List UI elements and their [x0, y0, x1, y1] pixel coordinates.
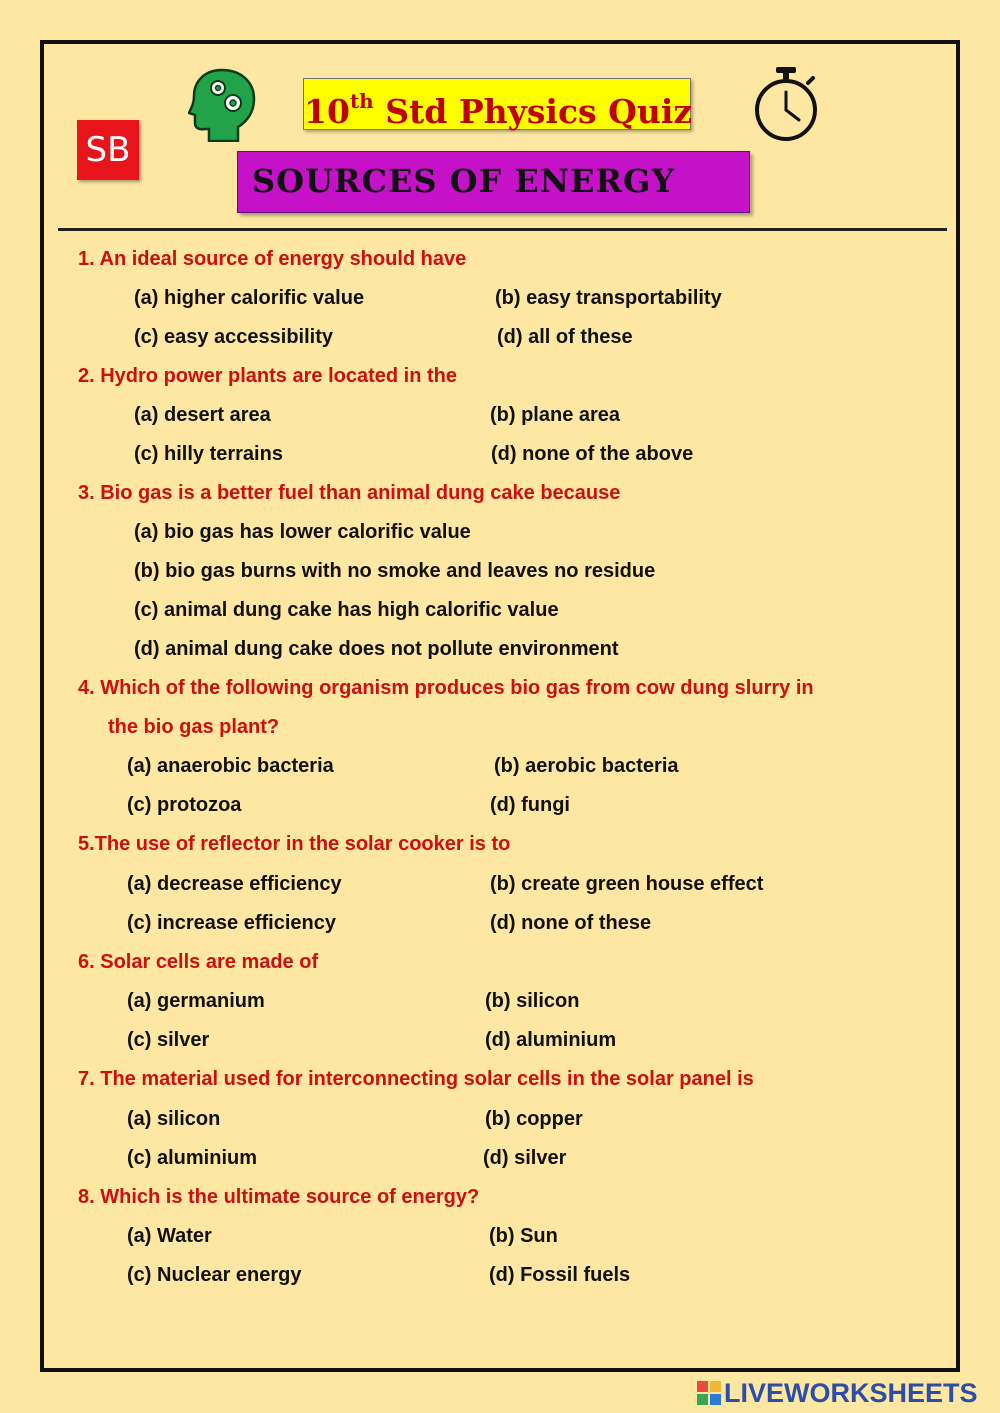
option-1c[interactable]: (c) easy accessibility [134, 326, 334, 348]
brand-name: LIVEWORKSHEETS [724, 1377, 978, 1408]
sb-logo: SB [77, 120, 139, 180]
option-8c[interactable]: (c) Nuclear energy [127, 1264, 302, 1286]
question-5: 5.The use of reflector in the solar cooker is to [78, 833, 511, 855]
option-2b[interactable]: (b) plane area [490, 404, 621, 426]
option-6a[interactable]: (a) germanium [127, 990, 265, 1012]
option-2c[interactable]: (c) hilly terrains [134, 443, 283, 465]
option-1a[interactable]: (a) higher calorific value [134, 287, 365, 309]
option-3b[interactable]: (b) bio gas burns with no smoke and leaves no residue [134, 560, 656, 582]
option-5d[interactable]: (d) none of these [490, 912, 652, 934]
option-7b[interactable]: (b) copper [485, 1108, 583, 1130]
option-7c[interactable]: (c) aluminium [127, 1147, 258, 1169]
worksheet-frame [40, 40, 960, 1372]
option-7d[interactable]: (d) silver [483, 1147, 567, 1169]
stopwatch-icon [750, 65, 822, 143]
question-8: 8. Which is the ultimate source of energy? [78, 1186, 480, 1208]
option-6d[interactable]: (d) aluminium [485, 1029, 617, 1051]
option-3a[interactable]: (a) bio gas has lower calorific value [134, 521, 471, 543]
option-7a[interactable]: (a) silicon [127, 1108, 221, 1130]
brain-gears-icon [188, 66, 260, 142]
liveworksheets-logo [697, 1378, 978, 1408]
option-4c[interactable]: (c) protozoa [127, 794, 242, 816]
liveworksheets-badge-icon [697, 1381, 721, 1405]
option-5c[interactable]: (c) increase efficiency [127, 912, 336, 934]
option-6c[interactable]: (c) silver [127, 1029, 210, 1051]
option-1b[interactable]: (b) easy transportability [495, 287, 722, 309]
option-4a[interactable]: (a) anaerobic bacteria [127, 755, 334, 777]
option-3c[interactable]: (c) animal dung cake has high calorific value [134, 599, 559, 621]
option-3d[interactable]: (d) animal dung cake does not pollute environment [134, 638, 619, 660]
option-8d[interactable]: (d) Fossil fuels [489, 1264, 631, 1286]
option-6b[interactable]: (b) silicon [485, 990, 580, 1012]
question-7: 7. The material used for interconnecting solar cells in the solar panel is [78, 1068, 754, 1090]
option-5b[interactable]: (b) create green house effect [490, 873, 764, 895]
option-4d[interactable]: (d) fungi [490, 794, 570, 816]
option-2d[interactable]: (d) none of the above [491, 443, 694, 465]
option-5a[interactable]: (a) decrease efficiency [127, 873, 342, 895]
question-1: 1. An ideal source of energy should have [78, 248, 467, 270]
option-2a[interactable]: (a) desert area [134, 404, 271, 426]
option-8b[interactable]: (b) Sun [489, 1225, 558, 1247]
quiz-title: 10th Std Physics Quiz [303, 78, 691, 130]
header-divider [58, 228, 947, 231]
question-3: 3. Bio gas is a better fuel than animal dung cake because [78, 482, 621, 504]
question-6: 6. Solar cells are made of [78, 951, 319, 973]
question-4-continued: the bio gas plant? [108, 716, 280, 738]
quiz-subtitle: SOURCES OF ENERGY [237, 151, 750, 213]
option-8a[interactable]: (a) Water [127, 1225, 212, 1247]
question-4: 4. Which of the following organism produces bio gas from cow dung slurry in [78, 677, 814, 699]
option-1d[interactable]: (d) all of these [497, 326, 633, 348]
option-4b[interactable]: (b) aerobic bacteria [494, 755, 679, 777]
question-2: 2. Hydro power plants are located in the [78, 365, 457, 387]
